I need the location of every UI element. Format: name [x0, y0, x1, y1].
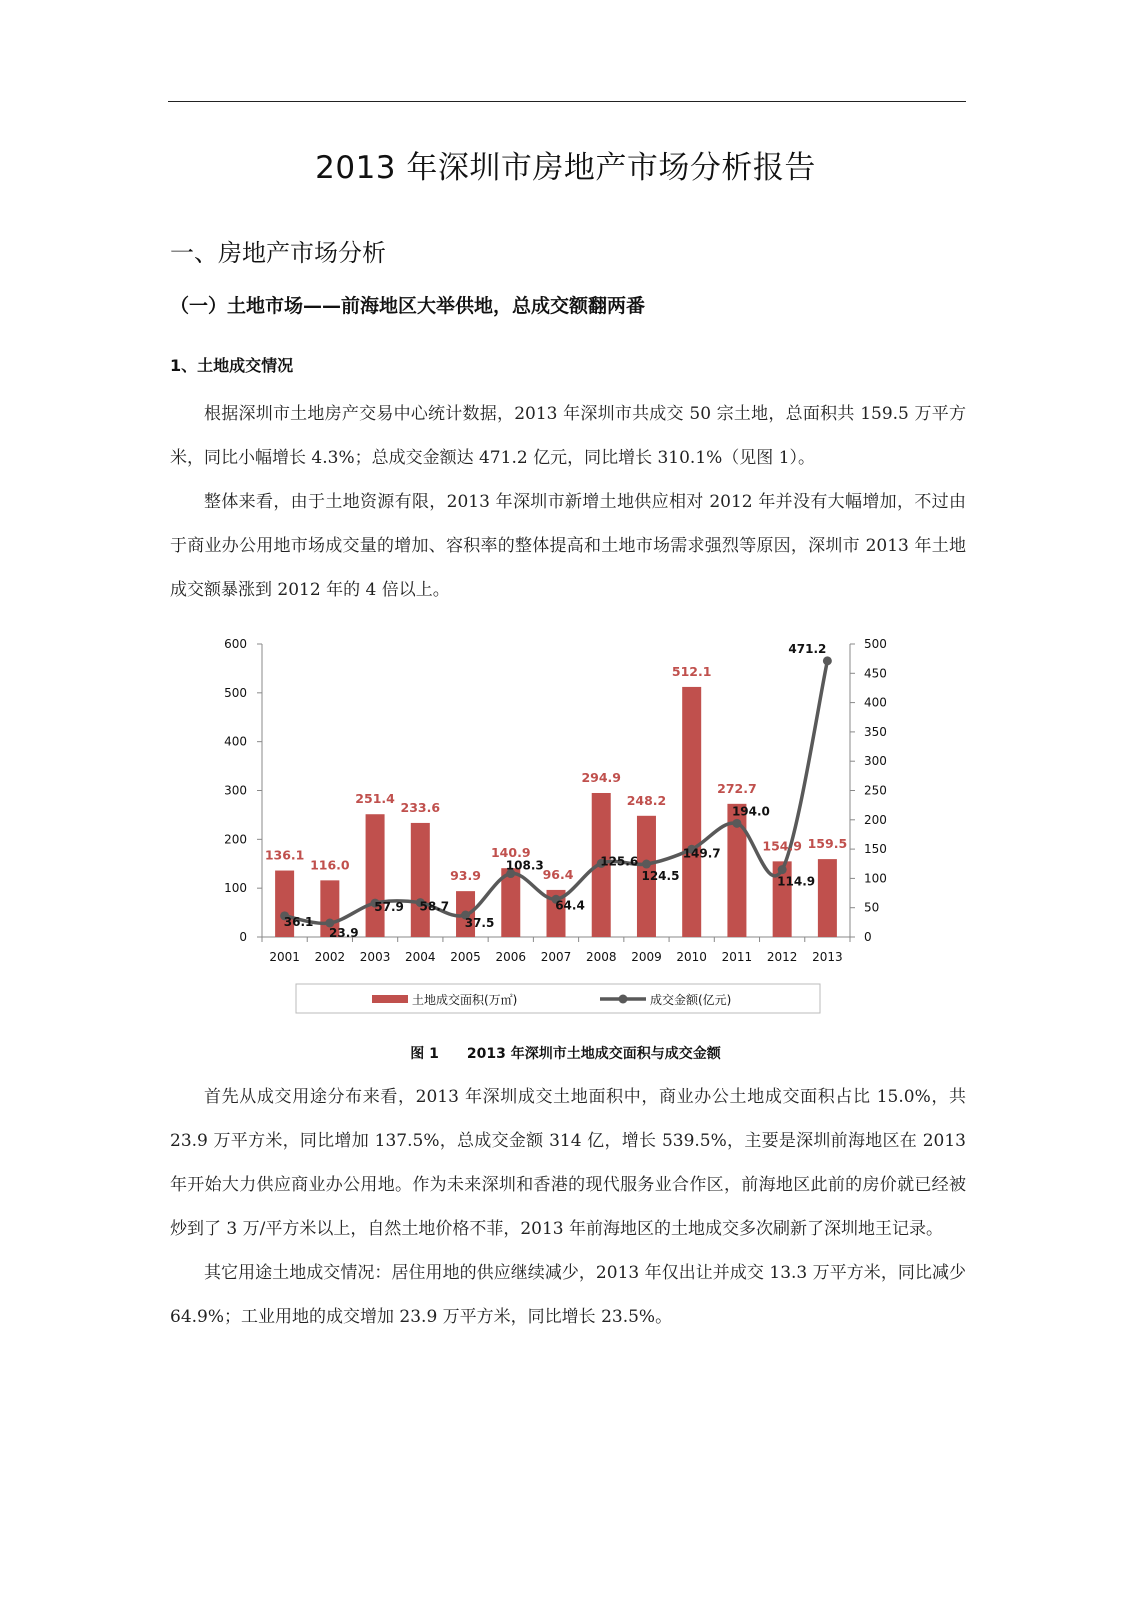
left-tick-label: 200 — [224, 832, 247, 847]
line-value-label: 37.5 — [464, 916, 495, 931]
right-tick-label: 50 — [864, 900, 880, 915]
x-tick-label: 2006 — [495, 950, 527, 964]
right-tick-label: 450 — [864, 666, 887, 681]
x-tick-label: 2007 — [540, 950, 572, 964]
x-tick-label: 2005 — [450, 950, 481, 964]
line-value-label: 471.2 — [788, 641, 827, 656]
header-rule — [168, 101, 966, 102]
land-transaction-chart — [200, 630, 920, 1030]
left-tick-label: 0 — [239, 930, 247, 944]
right-tick-label: 150 — [864, 842, 887, 857]
right-tick-label: 300 — [864, 754, 887, 769]
paragraph-3: 首先从成交用途分布来看，2013 年深圳成交土地面积中，商业办公土地成交面积占比 15.0%，共 23.9 万平方米，同比增加 137.5%，总成交金额 314 亿，增长 539.5%，主要是深圳前海地区在 2013 年开始大力供应商业办公用地。作为未来深圳和香港的现代服务业合作区，前海地区此前的房价就已经被炒到了 3 万/平方米以上，自然土地价格不菲，2013 年前海地区的土地成交多次刷新了深圳地王记录。 — [170, 1087, 966, 1239]
line-value-label: 124.5 — [641, 869, 680, 884]
line-value-label: 58.7 — [419, 899, 450, 914]
right-tick-label: 100 — [864, 871, 887, 886]
figure-caption — [0, 1043, 1131, 1063]
figure-title: 2013 年深圳市土地成交面积与成交金额 — [466, 1046, 721, 1062]
x-tick-label: 2001 — [269, 950, 300, 964]
x-tick-label: 2009 — [631, 950, 662, 964]
bar-value-label: 96.4 — [542, 866, 574, 882]
chart-svg — [200, 630, 920, 1030]
right-tick-label: 350 — [864, 724, 887, 739]
bar-value-label: 159.5 — [807, 836, 848, 852]
legend-bar-label: 土地成交面积(万㎡) — [412, 993, 518, 1007]
bar — [411, 823, 430, 937]
line-value-label: 125.6 — [600, 854, 639, 869]
x-tick-label: 2002 — [314, 950, 346, 964]
line-value-label: 194.0 — [731, 804, 770, 819]
paragraph-1: 根据深圳市土地房产交易中心统计数据，2013 年深圳市共成交 50 宗土地，总面积共 159.5 万平方米，同比小幅增长 4.3%；总成交金额达 471.2 亿元，同比增长 310.1%（见图 1）。 — [170, 404, 966, 468]
bar-value-label: 251.4 — [355, 791, 395, 807]
item-heading: 1、土地成交情况 — [170, 356, 294, 375]
line-value-label: 149.7 — [682, 846, 721, 861]
left-tick-label: 600 — [224, 637, 247, 651]
bar-value-label: 272.7 — [717, 780, 757, 796]
right-tick-label: 500 — [864, 637, 887, 651]
bar-value-label: 93.9 — [450, 868, 481, 884]
x-tick-label: 2004 — [405, 950, 436, 964]
x-tick-label: 2011 — [721, 950, 753, 964]
intro-paragraphs — [170, 392, 966, 612]
x-tick-label: 2010 — [676, 950, 707, 964]
left-tick-label: 300 — [224, 783, 247, 798]
right-tick-label: 400 — [864, 695, 887, 710]
left-tick-label: 500 — [224, 685, 247, 700]
bar-value-label: 136.1 — [264, 847, 305, 863]
line-value-label: 114.9 — [777, 874, 816, 889]
line-value-label: 36.1 — [283, 914, 314, 929]
right-tick-label: 0 — [864, 930, 872, 944]
body-paragraphs — [170, 1075, 966, 1339]
section-heading: 一、房地产市场分析 — [170, 239, 386, 267]
line-value-label: 23.9 — [329, 925, 359, 940]
line-value-label: 108.3 — [505, 858, 544, 873]
bar — [818, 859, 837, 937]
bar-value-label: 248.2 — [626, 792, 667, 808]
x-tick-label: 2008 — [585, 950, 617, 964]
x-tick-label: 2013 — [812, 950, 843, 964]
right-tick-label: 250 — [864, 783, 887, 798]
left-tick-label: 100 — [224, 881, 247, 896]
line-value-label: 57.9 — [374, 900, 404, 915]
figure-label: 图 1 — [410, 1046, 439, 1062]
left-tick-label: 400 — [224, 734, 247, 749]
bar-value-label: 116.0 — [310, 857, 350, 873]
bar-value-label: 140.9 — [490, 845, 531, 861]
paragraph-4: 其它用途土地成交情况：居住用地的供应继续减少，2013 年仅出让并成交 13.3 万平方米，同比减少 64.9%；工业用地的成交增加 23.9 万平方米，同比增长 23.5%。 — [170, 1263, 966, 1327]
line-point — [732, 819, 741, 828]
line-value-label: 64.4 — [555, 898, 585, 913]
right-tick-label: 200 — [864, 812, 887, 827]
paragraph-2: 整体来看，由于土地资源有限，2013 年深圳市新增土地供应相对 2012 年并没有大幅增加，不过由于商业办公用地市场成交量的增加、容积率的整体提高和土地市场需求强烈等原因，深圳市 2013 年土地成交额暴涨到 2012 年的 4 倍以上。 — [170, 492, 966, 600]
bar — [366, 814, 385, 937]
x-tick-label: 2012 — [766, 950, 798, 964]
line-point — [642, 860, 651, 869]
document-title: 2013 年深圳市房地产市场分析报告 — [315, 150, 816, 186]
line-point — [778, 865, 787, 874]
x-tick-label: 2003 — [359, 950, 391, 964]
legend-bar-swatch — [372, 995, 408, 1003]
bar-value-label: 294.9 — [581, 769, 622, 785]
subsection-heading: （一）土地市场——前海地区大举供地，总成交额翻两番 — [170, 295, 646, 317]
bar-value-label: 512.1 — [671, 663, 712, 679]
bar-value-label: 154.9 — [762, 838, 802, 854]
legend-line-marker — [619, 995, 628, 1004]
legend-line-label: 成交金额(亿元) — [650, 993, 732, 1007]
line-point — [823, 656, 832, 665]
bar-value-label: 233.6 — [400, 799, 441, 815]
bar — [682, 687, 701, 937]
